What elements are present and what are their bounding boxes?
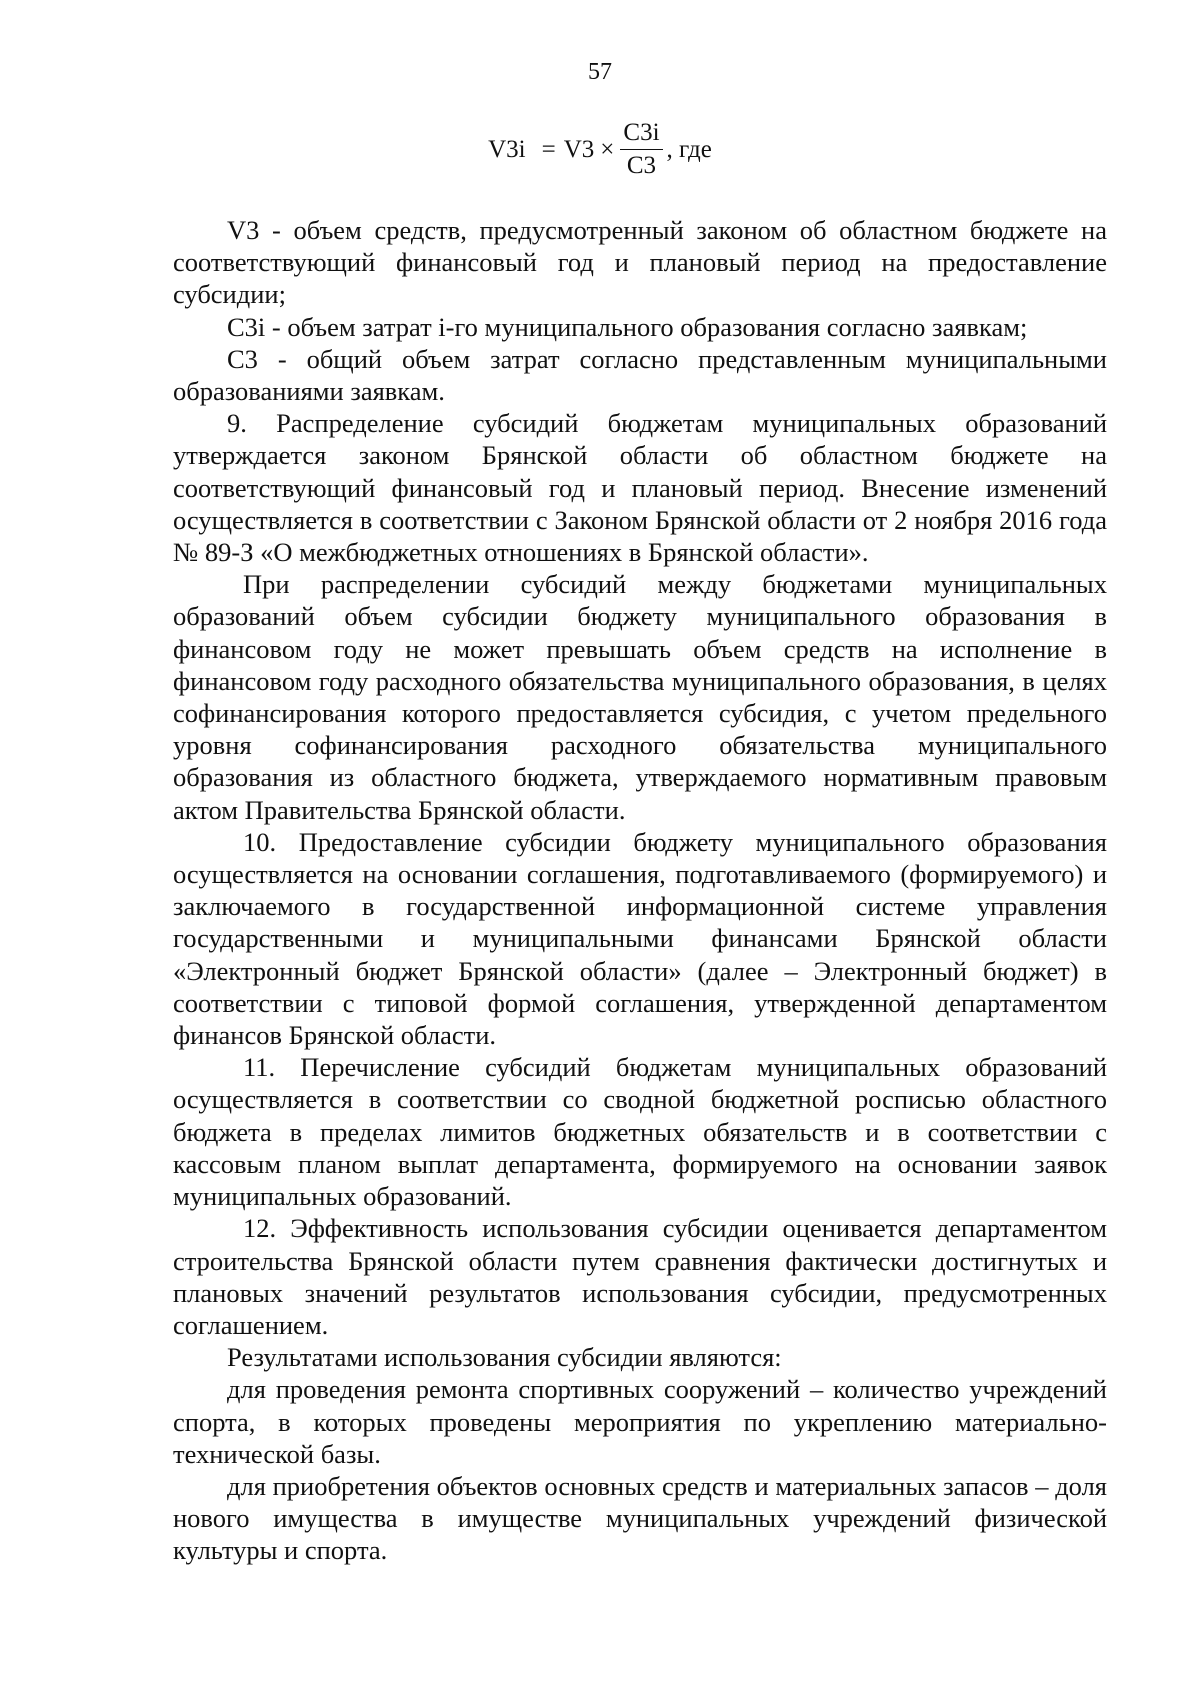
paragraph-item-11: 11. Перечисление субсидий бюджетам муниципальных образований осуществляется в соответствии со сводной бюджетной росписью областного бюджета в пределах лимитов бюджетных обязательств и в соответствии с кассовым планом выплат департамента, формируемого на основании заявок муниципальных образований. — [173, 1052, 1107, 1212]
formula-suffix: , где — [666, 135, 712, 163]
paragraph-distribution: При распределении субсидий между бюджетами муниципальных образований объем субсидии бюджету муниципального образования в финансовом году не может превышать объем средств на исполнение в финансовом году расходного обязательства муниципального образования, в целях софинансирования которого предоставляется субсидия, с учетом предельного уровня софинансирования расходного обязательства муниципального образования из областного бюджета, утверждаемого нормативным правовым актом Правительства Брянской области. — [173, 569, 1107, 825]
paragraph-item-9: 9. Распределение субсидий бюджетам муниципальных образований утверждается законом Брянской области об областном бюджете на соответствующий финансовый год и плановый период. Внесение изменений осуществляется в соответствии с Законом Брянской области от 2 ноября 2016 года № 89-З «О межбюджетных отношениях в Брянской области». — [173, 408, 1107, 568]
paragraph-v3-definition: V3 - объем средств, предусмотренный законом об областном бюджете на соответствующий финансовый год и плановый период на предоставление субсидии; — [173, 215, 1107, 310]
formula-numerator: C3i — [620, 118, 662, 150]
formula-denominator: C3 — [626, 152, 657, 179]
formula-equals: = — [541, 135, 556, 163]
paragraph-c3-definition: C3 - общий объем затрат согласно представленным муниципальными образованиями заявкам. — [173, 343, 1107, 407]
paragraph-c3i-definition: C3i - объем затрат i-го муниципального образования согласно заявкам; — [227, 311, 1028, 342]
formula-lhs: V3i — [488, 135, 526, 163]
paragraph-item-10: 10. Предоставление субсидии бюджету муниципального образования осуществляется на основании соглашения, подготавливаемого (формируемого) и заключаемого в государственной информационной системе управления государственными и муниципальными финансами Брянской области «Электронный бюджет Брянской области» (далее – Электронный бюджет) в соответствии с типовой формой соглашения, утвержденной департаментом финансов Брянской области. — [173, 826, 1107, 1051]
paragraph-result-repair: для проведения ремонта спортивных сооружений – количество учреждений спорта, в которых проведены мероприятия по укреплению материально-технической базы. — [173, 1374, 1107, 1469]
document-body — [173, 214, 1107, 1567]
paragraph-result-acquisition: для приобретения объектов основных средств и материальных запасов – доля нового имущества в имуществе муниципальных учреждений физической культуры и спорта. — [173, 1470, 1107, 1566]
paragraph-item-12: 12. Эффективность использования субсидии оценивается департаментом строительства Брянской области путем сравнения фактически достигнутых и плановых значений результатов использования субсидии, предусмотренных соглашением. — [173, 1213, 1107, 1340]
formula-v3: V3 — [563, 135, 595, 163]
page-number: 57 — [588, 59, 612, 85]
formula-fraction — [620, 118, 662, 181]
formula-times: × — [600, 135, 615, 163]
paragraph-results-intro: Результатами использования субсидии являются: — [227, 1342, 782, 1373]
formula — [0, 118, 1200, 181]
